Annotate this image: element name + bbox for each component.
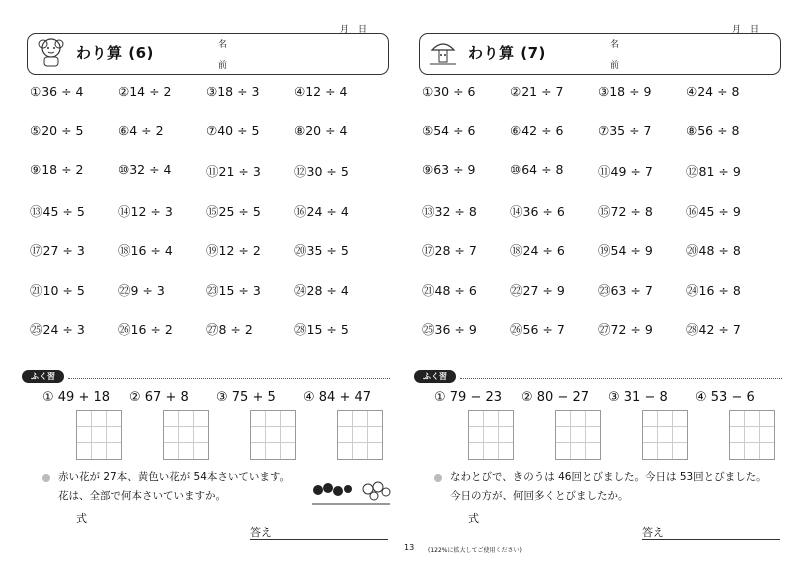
worksheet-header: [27, 33, 389, 75]
word-problem-line: 花は、全部で何本さいていますか。: [58, 490, 226, 502]
worksheet-header: [419, 33, 781, 75]
review-badge: ふく習: [414, 370, 456, 383]
formula-label: 式: [76, 512, 87, 525]
division-problem: ⑥4 ÷ 2: [118, 123, 164, 138]
division-problem: ①30 ÷ 6: [422, 84, 476, 99]
division-problem: ⑩64 ÷ 8: [510, 162, 564, 177]
division-problem: ㉘15 ÷ 5: [294, 322, 349, 337]
answer-grid[interactable]: [729, 410, 775, 460]
division-problem: ⑰27 ÷ 3: [30, 243, 85, 258]
answer-grid[interactable]: [250, 410, 296, 460]
division-problem: ㉗8 ÷ 2: [206, 322, 253, 337]
division-problem: ㉖56 ÷ 7: [510, 322, 565, 337]
divider: [68, 378, 390, 379]
answer-grid[interactable]: [337, 410, 383, 460]
division-problem: ㉔28 ÷ 4: [294, 283, 349, 298]
answer-grid[interactable]: [555, 410, 601, 460]
division-problem: ⑧20 ÷ 4: [294, 123, 348, 138]
division-problem: ⑰28 ÷ 7: [422, 243, 477, 258]
division-problem: ⑦35 ÷ 7: [598, 123, 652, 138]
word-problem-line: 今日の方が、何回多くとびましたか。: [450, 490, 629, 502]
date-label: 月 日: [340, 25, 368, 35]
worksheet-title: わり算 (6): [76, 44, 154, 62]
division-problem: ⑱16 ÷ 4: [118, 243, 173, 258]
division-problem: ㉘42 ÷ 7: [686, 322, 741, 337]
division-problem: ⑨63 ÷ 9: [422, 162, 476, 177]
division-problem: ⑪21 ÷ 3: [206, 164, 261, 179]
division-problem: ⑤20 ÷ 5: [30, 123, 84, 138]
division-problem: ㉑48 ÷ 6: [422, 283, 477, 298]
flowers-icon: [306, 478, 392, 508]
page-number: 13: [404, 543, 415, 552]
division-problem: ③18 ÷ 3: [206, 84, 260, 99]
review-problem: ③ 31 − 8: [608, 390, 668, 405]
division-problem: ⑦40 ÷ 5: [206, 123, 260, 138]
answer-grid[interactable]: [163, 410, 209, 460]
division-problem: ⑫30 ÷ 5: [294, 164, 349, 179]
worksheet-left: [22, 0, 402, 568]
worksheet-title: わり算 (7): [468, 44, 546, 62]
division-problem: ⑨18 ÷ 2: [30, 162, 84, 177]
girl-mascot-icon: [36, 36, 66, 68]
mushroom-mascot-icon: [428, 36, 458, 68]
division-problem: ⑱24 ÷ 6: [510, 243, 565, 258]
division-problem: ⑲54 ÷ 9: [598, 243, 653, 258]
review-problem: ③ 75 + 5: [216, 390, 276, 405]
division-problem: ⑳48 ÷ 8: [686, 243, 741, 258]
division-problem: ⑥42 ÷ 6: [510, 123, 564, 138]
division-problem: ㉑10 ÷ 5: [30, 283, 85, 298]
bullet-icon: [434, 474, 442, 482]
division-problem: ⑫81 ÷ 9: [686, 164, 741, 179]
division-problem: ㉒9 ÷ 3: [118, 283, 165, 298]
answer-label: 答え: [250, 526, 272, 539]
review-badge: ふく習: [22, 370, 64, 383]
division-problem: ⑮72 ÷ 8: [598, 204, 653, 219]
division-problem: ⑭36 ÷ 6: [510, 204, 565, 219]
division-problem: ㉔16 ÷ 8: [686, 283, 741, 298]
name-label: 名: [610, 40, 620, 50]
review-problem: ④ 53 − 6: [695, 390, 755, 405]
answer-grid[interactable]: [642, 410, 688, 460]
answer-line[interactable]: [642, 539, 780, 540]
division-problem: ④24 ÷ 8: [686, 84, 740, 99]
division-problem: ⑳35 ÷ 5: [294, 243, 349, 258]
division-problem: ②14 ÷ 2: [118, 84, 172, 99]
division-problem: ⑪49 ÷ 7: [598, 164, 653, 179]
division-problem: ㉕24 ÷ 3: [30, 322, 85, 337]
review-problem: ① 49 + 18: [42, 390, 111, 405]
bullet-icon: [42, 474, 50, 482]
name-label: 名: [218, 40, 228, 50]
divider: [460, 378, 782, 379]
date-label: 月 日: [732, 25, 760, 35]
answer-grid[interactable]: [76, 410, 122, 460]
review-problem: ② 67 + 8: [129, 390, 189, 405]
division-problem: ㉕36 ÷ 9: [422, 322, 477, 337]
word-problem-line: なわとびで、きのうは 46回とびました。今日は 53回とびました。: [450, 471, 767, 483]
name-label: 前: [218, 61, 228, 71]
division-problem: ⑯24 ÷ 4: [294, 204, 349, 219]
review-problem: ④ 84 + 47: [303, 390, 372, 405]
division-problem: ㉒27 ÷ 9: [510, 283, 565, 298]
review-section: [414, 370, 784, 384]
division-problem: ㉗72 ÷ 9: [598, 322, 653, 337]
formula-label: 式: [468, 512, 479, 525]
worksheet-right: [414, 0, 794, 568]
answer-grid[interactable]: [468, 410, 514, 460]
word-problem: [450, 468, 767, 506]
review-problem: ① 79 − 23: [434, 390, 503, 405]
name-label: 前: [610, 61, 620, 71]
division-problem: ㉓63 ÷ 7: [598, 283, 653, 298]
word-problem: [58, 468, 290, 506]
division-problem: ⑭12 ÷ 3: [118, 204, 173, 219]
division-problem: ㉓15 ÷ 3: [206, 283, 261, 298]
division-problem: ⑬32 ÷ 8: [422, 204, 477, 219]
division-problem: ⑲12 ÷ 2: [206, 243, 261, 258]
division-problem: ⑩32 ÷ 4: [118, 162, 172, 177]
division-problem: ⑮25 ÷ 5: [206, 204, 261, 219]
division-problem: ⑬45 ÷ 5: [30, 204, 85, 219]
division-problem: ㉖16 ÷ 2: [118, 322, 173, 337]
review-section: [22, 370, 392, 384]
answer-label: 答え: [642, 526, 664, 539]
division-problem: ①36 ÷ 4: [30, 84, 84, 99]
division-problem: ⑯45 ÷ 9: [686, 204, 741, 219]
division-problem: ④12 ÷ 4: [294, 84, 348, 99]
division-problem: ②21 ÷ 7: [510, 84, 564, 99]
footer-note: (122%に拡大してご使用ください): [428, 547, 522, 554]
division-problem: ⑤54 ÷ 6: [422, 123, 476, 138]
division-problem: ⑧56 ÷ 8: [686, 123, 740, 138]
word-problem-line: 赤い花が 27本、黄色い花が 54本さいています。: [58, 471, 291, 483]
division-problem: ③18 ÷ 9: [598, 84, 652, 99]
answer-line[interactable]: [250, 539, 388, 540]
review-problem: ② 80 − 27: [521, 390, 590, 405]
